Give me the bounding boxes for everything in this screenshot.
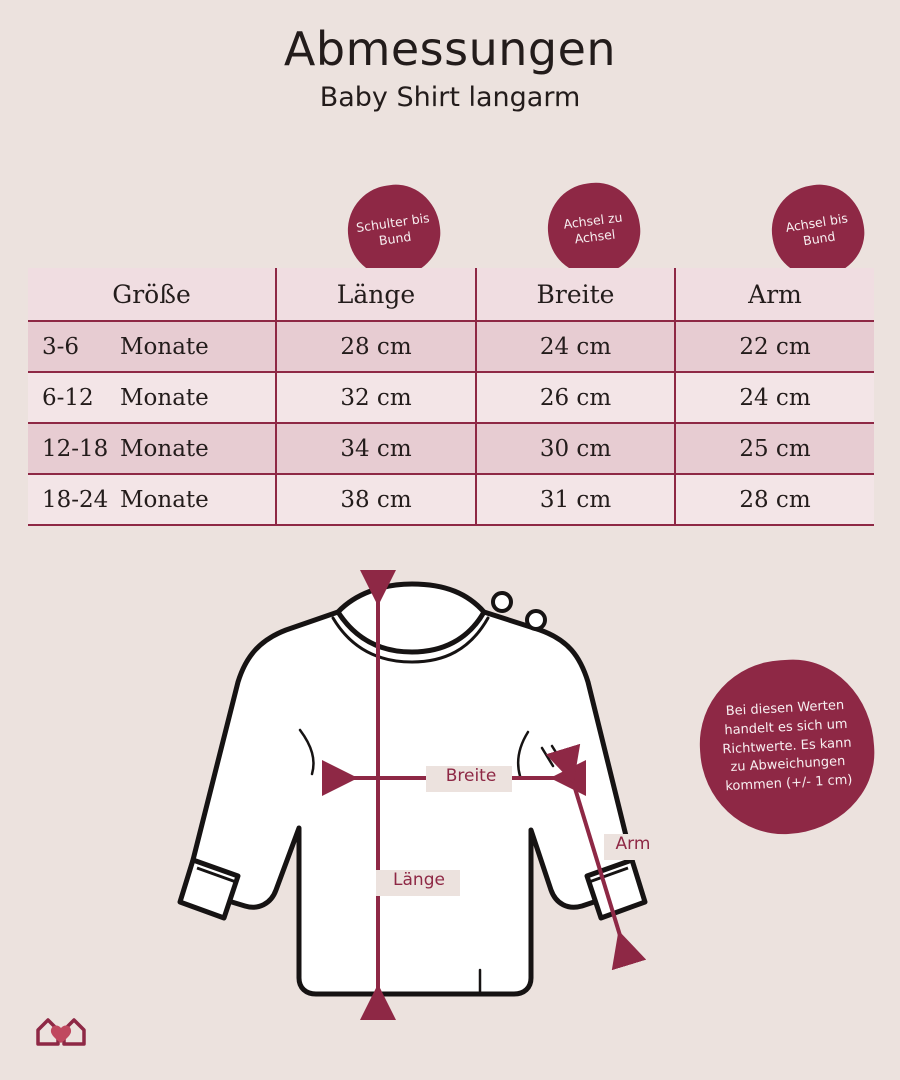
table-row — [28, 423, 874, 474]
cell-breite: 30 cm — [476, 423, 675, 474]
cell-size — [28, 474, 276, 525]
shirt-illustration — [150, 560, 670, 1030]
table-header-arm: Arm — [675, 268, 874, 321]
cell-breite: 31 cm — [476, 474, 675, 525]
cell-size-range: 12-18 — [42, 435, 109, 462]
brand-logo — [34, 1010, 90, 1054]
page-subtitle: Baby Shirt langarm — [319, 82, 581, 113]
measurements-table-wrap — [28, 268, 874, 526]
cell-arm: 25 cm — [675, 423, 874, 474]
cell-laenge: 32 cm — [276, 372, 476, 423]
cell-size — [28, 372, 276, 423]
table-header-row — [28, 268, 874, 321]
cell-size-unit: Monate — [120, 486, 209, 513]
cell-breite: 26 cm — [476, 372, 675, 423]
badge-label: Schulter bis Bund — [355, 210, 431, 249]
heart-house-icon — [34, 1010, 90, 1054]
cell-size-range: 3-6 — [42, 333, 80, 360]
cell-size — [28, 423, 276, 474]
table-header-breite: Breite — [476, 268, 675, 321]
badge-label: Achsel zu Achsel — [562, 209, 624, 247]
disclaimer-text: Bei diesen Werten handelt es sich um Richtwerte. Es kann zu Abweichungen kommen (+/- 1 cm) — [721, 697, 853, 795]
measurements-table — [28, 268, 874, 526]
cell-laenge: 38 cm — [276, 474, 476, 525]
table-header-groesse: Größe — [28, 268, 276, 321]
page-header — [0, 0, 900, 113]
label-laenge: Länge — [393, 870, 445, 890]
cell-laenge: 34 cm — [276, 423, 476, 474]
cell-laenge: 28 cm — [276, 321, 476, 372]
badge-label: Achsel bis Bund — [784, 210, 849, 249]
label-breite: Breite — [445, 766, 497, 786]
cell-breite: 24 cm — [476, 321, 675, 372]
cell-size-unit: Monate — [120, 333, 209, 360]
cell-size-range: 6-12 — [42, 384, 94, 411]
table-header-laenge: Länge — [276, 268, 476, 321]
cell-size-unit: Monate — [120, 384, 209, 411]
cell-arm: 24 cm — [675, 372, 874, 423]
cell-arm: 22 cm — [675, 321, 874, 372]
table-row — [28, 372, 874, 423]
table-row — [28, 321, 874, 372]
cell-size-unit: Monate — [120, 435, 209, 462]
disclaimer-badge — [696, 656, 879, 839]
cell-size-range: 18-24 — [42, 486, 109, 513]
page-title: Abmessungen — [283, 22, 617, 76]
badge-achsel-zu-achsel — [543, 178, 646, 281]
cell-size — [28, 321, 276, 372]
cell-arm: 28 cm — [675, 474, 874, 525]
table-row — [28, 474, 874, 525]
label-arm: Arm — [615, 834, 651, 854]
